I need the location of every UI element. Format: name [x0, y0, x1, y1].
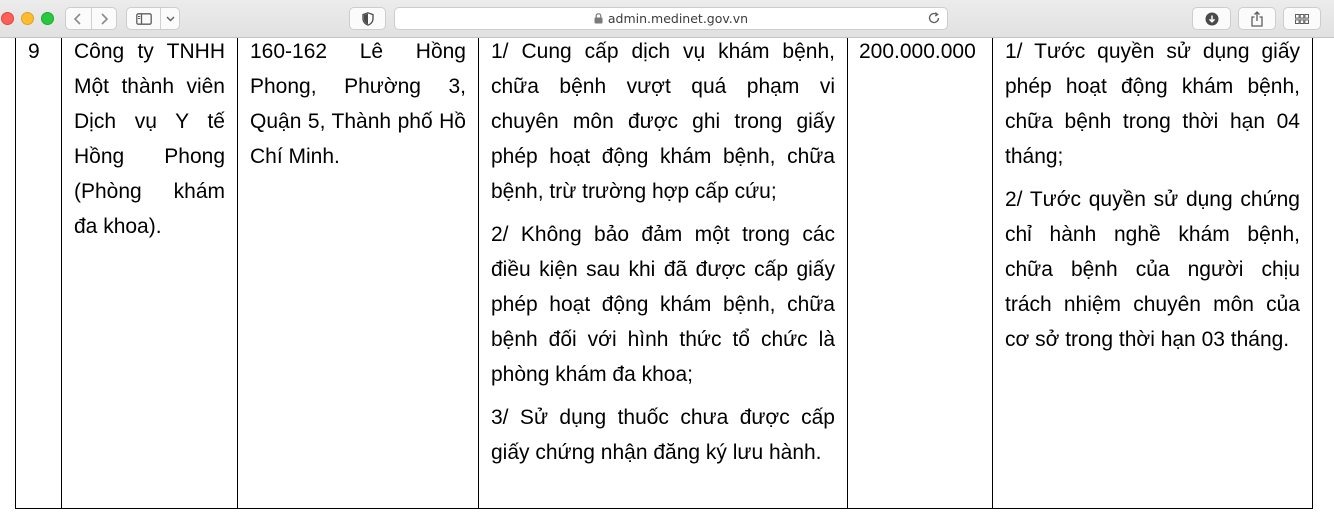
table-row [16, 38, 1313, 509]
address-cell [238, 38, 479, 509]
organization-cell [62, 38, 238, 509]
close-window-button[interactable] [1, 12, 14, 25]
minimize-window-button[interactable] [21, 12, 34, 25]
row-number: 9 [28, 40, 40, 63]
chevron-down-icon [166, 16, 175, 22]
organization-name: Công ty TNHH Một thành viên Dịch vụ Y tế Hồng Phong (Phòng khám đa khoa). [74, 40, 225, 238]
violations-table [15, 38, 1313, 509]
lock-icon [594, 13, 603, 24]
fine-amount: 200.000.000 [859, 40, 976, 63]
reload-icon [927, 11, 941, 25]
zoom-window-button[interactable] [41, 12, 54, 25]
fine-cell [848, 38, 993, 509]
downloads-button[interactable] [1192, 7, 1231, 30]
navigation-buttons [65, 7, 117, 30]
violation-item: 2/ Không bảo đảm một trong các điều kiện sau khi đã được cấp giấy phép hoạt động khám bệnh, chữa bệnh đối với hình thức tổ chức là phòng khám đa khoa; [491, 223, 835, 386]
tab-overview-button[interactable] [1283, 7, 1321, 30]
address-bar[interactable] [394, 7, 948, 30]
share-icon [1250, 11, 1264, 27]
penalty-item: 2/ Tước quyền sử dụng chứng chỉ hành nghề khám bệnh, chữa bệnh của người chịu trách nhiệm chuyên môn của cơ sở trong thời hạn 03 tháng. [1005, 188, 1300, 351]
browser-toolbar [0, 0, 1334, 38]
share-button[interactable] [1238, 7, 1276, 30]
penalty-item: 1/ Tước quyền sử dụng giấy phép hoạt động khám bệnh, chữa bệnh trong thời hạn 04 tháng; [1005, 40, 1300, 168]
violation-item: 1/ Cung cấp dịch vụ khám bệnh, chữa bệnh vượt quá phạm vi chuyên môn được ghi trong giấy phép hoạt động khám bệnh, chữa bệnh, trừ trường hợp cấp cứu; [491, 40, 835, 203]
reload-button[interactable] [927, 11, 941, 25]
chevron-left-icon [73, 12, 83, 26]
url-text: admin.medinet.gov.vn [607, 11, 749, 26]
violation-item: 3/ Sử dụng thuốc chưa được cấp giấy chứng nhận đăng ký lưu hành. [491, 406, 835, 464]
forward-button[interactable] [91, 8, 116, 29]
chevron-right-icon [99, 12, 109, 26]
grid-icon [1295, 14, 1309, 24]
organization-address: 160-162 Lê Hồng Phong, Phường 3, Quận 5, Thành phố Hồ Chí Minh. [250, 40, 466, 168]
privacy-report-button[interactable] [349, 7, 386, 30]
page-content [0, 38, 1334, 522]
penalties-cell [993, 38, 1313, 509]
row-number-cell [16, 38, 62, 509]
sidebar-button-icon-area [127, 8, 160, 29]
back-button[interactable] [66, 8, 91, 29]
sidebar-toggle-button[interactable] [126, 7, 180, 30]
sidebar-menu-area[interactable] [161, 8, 179, 29]
violations-cell [479, 38, 848, 509]
shield-icon [362, 12, 374, 26]
download-icon [1205, 12, 1219, 26]
sidebar-icon [136, 13, 152, 25]
